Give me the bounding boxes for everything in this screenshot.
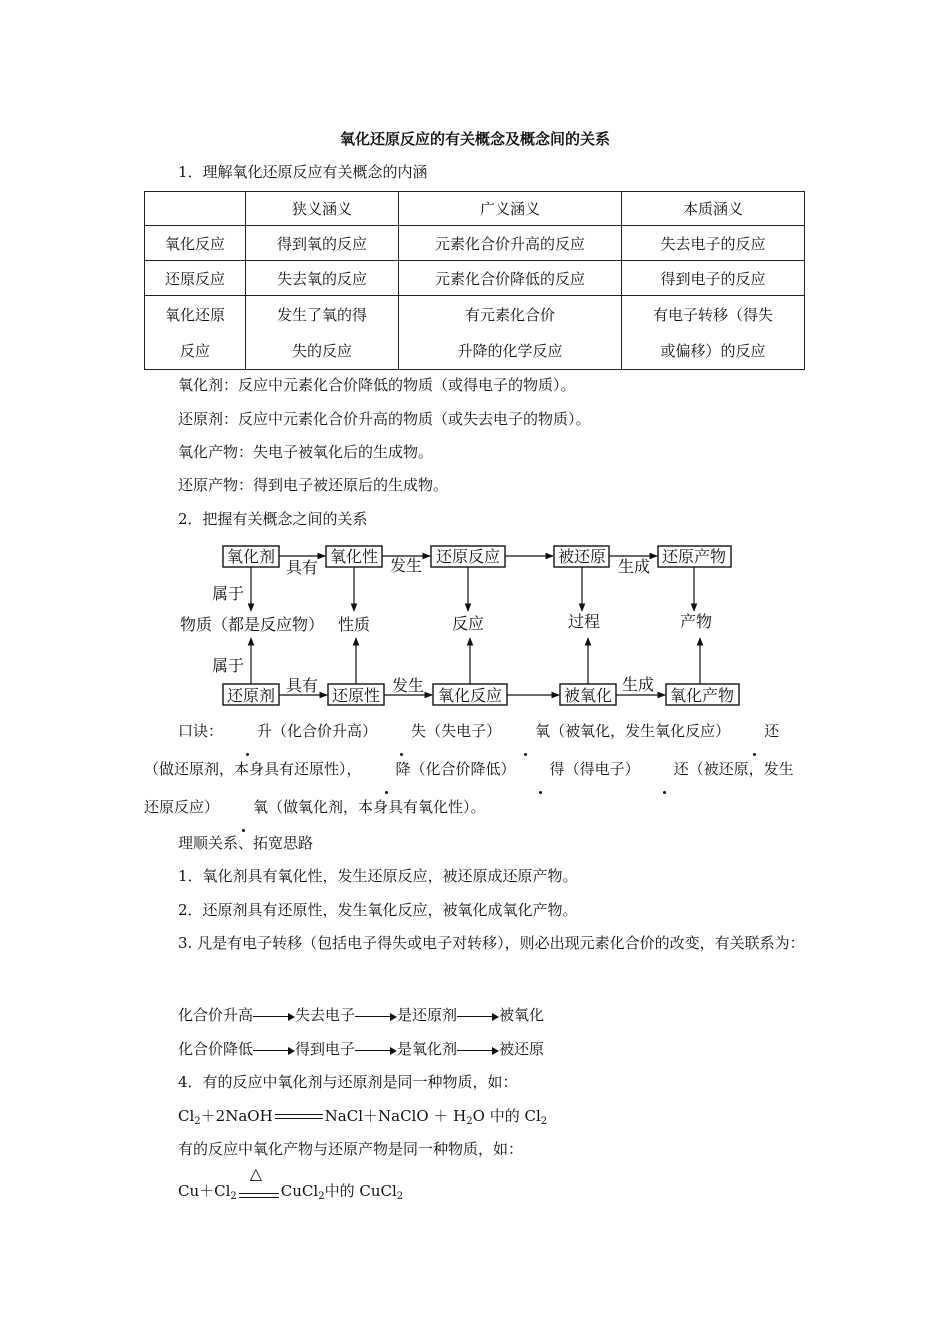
table-row: [145, 226, 805, 261]
diagram-top-box-label: 被还原: [557, 547, 607, 566]
table-cell: 失去电子的反应: [622, 226, 805, 261]
table-cell-line: 有元素化合价: [464, 305, 555, 324]
eq-text: O 中的 Cl: [472, 1107, 541, 1125]
diagram-bottom-box-label: 氧化反应: [437, 686, 503, 705]
heat-triangle-icon: △: [249, 1164, 263, 1183]
diagram-bottom-edge-label: 生成: [621, 675, 655, 694]
table-cell: [145, 296, 246, 370]
table-header-row: [145, 192, 805, 226]
diagram-middle-label: 性质: [337, 615, 371, 634]
definition-oxidation-product: 氧化产物：失电子被氧化后的生成物。: [178, 443, 434, 461]
mnemonic-text: （得电子）: [564, 760, 640, 778]
chain-step: 被还原: [499, 1040, 545, 1058]
concept-relationship-diagram: [170, 538, 770, 713]
table-cell: [399, 296, 622, 370]
mnemonic-key: 降: [362, 750, 411, 788]
section-heading-2: 2．把握有关概念之间的关系: [178, 510, 368, 528]
mnemonic-text: （做还原剂，本身具有还原性），: [144, 760, 362, 778]
table-row: [145, 261, 805, 296]
table-cell: 得到电子的反应: [622, 261, 805, 296]
diagram-middle-label: 过程: [567, 612, 601, 631]
eq-subscript: 2: [540, 1116, 548, 1127]
eq-subscript: 2: [194, 1116, 201, 1127]
mnemonic-key: 氧: [501, 712, 550, 750]
diagram-top-box-label: 还原反应: [435, 547, 501, 566]
mnemonic-text: （被氧化，发生氧化反应）: [550, 722, 731, 740]
point-1: 1．氧化剂具有氧化性，发生还原反应，被还原成还原产物。: [178, 867, 578, 885]
diagram-belongs-label: 属于: [211, 656, 245, 675]
concept-table: [144, 191, 805, 370]
diagram-bottom-box-label: 氧化产物: [669, 686, 735, 705]
table-header-cell: 广义涵义: [399, 192, 622, 226]
diagram-belongs-label: 属于: [211, 584, 245, 603]
table-cell: 得到氧的反应: [246, 226, 399, 261]
diagram-top-box-label: 还原产物: [661, 547, 727, 566]
table-cell: 还原反应: [145, 261, 246, 296]
definition-reduction-product: 还原产物：得到电子被还原后的生成物。: [178, 476, 449, 494]
chain-step: 失去电子: [295, 1006, 356, 1024]
diagram-middle-label: 反应: [451, 614, 485, 633]
point-4: 4．有的反应中氧化剂与还原剂是同一种物质，如：: [178, 1073, 518, 1091]
arrow-right-icon: [253, 1011, 295, 1021]
table-cell-line: 反应: [179, 341, 210, 360]
chain-raise: [178, 1004, 544, 1025]
diagram-top-box-label: 氧化剂: [226, 547, 276, 566]
section-heading-3: 理顺关系、拓宽思路: [178, 834, 314, 852]
mnemonic-intro: 口诀：: [178, 722, 224, 740]
table-cell: 失去氧的反应: [246, 261, 399, 296]
chain-step: 得到电子: [295, 1040, 356, 1058]
chain-step: 化合价降低: [178, 1040, 254, 1058]
heating-equals-sign: [237, 1164, 281, 1198]
eq-text: CuCl: [280, 1182, 319, 1200]
eq-subscript: 2: [230, 1191, 237, 1202]
table-cell: 氧化反应: [145, 226, 246, 261]
chain-step: 被氧化: [499, 1006, 545, 1024]
diagram-bottom-box-label: 被氧化: [563, 686, 613, 705]
point-2: 2．还原剂具有还原性，发生氧化反应，被氧化成氧化产物。: [178, 901, 578, 919]
table-cell-line: 或偏移）的反应: [660, 341, 766, 360]
mnemonic-key: 升: [223, 712, 272, 750]
chain-step: 是氧化剂: [397, 1040, 458, 1058]
eq-subscript: 2: [396, 1191, 404, 1202]
point-3: 3. 凡是有电子转移（包括电子得失或电子对转移），则必出现元素化合价的改变，有关联系为：: [178, 934, 805, 952]
table-row: [145, 296, 805, 370]
eq-subscript: 2: [466, 1116, 473, 1127]
chain-step: 是还原剂: [397, 1006, 458, 1024]
table-cell-line: 氧化还原: [164, 305, 225, 324]
table-cell: [622, 296, 805, 370]
diagram-bottom-edge-label: 发生: [391, 676, 425, 695]
table-header-cell: 狭义涵义: [246, 192, 399, 226]
diagram-top-edge-label: 具有: [285, 558, 319, 577]
diagram-middle-label: 物质（都是反应物）: [179, 615, 325, 634]
mnemonic-text: （化合价升高）: [272, 722, 378, 740]
eq-subscript: 2: [318, 1191, 325, 1202]
section-heading-1: 1．理解氧化还原反应有关概念的内涵: [178, 163, 428, 181]
diagram-top-edge-label: 发生: [389, 556, 423, 575]
diagram-top-edge-label: 生成: [617, 557, 651, 576]
eq-text: ＋2NaOH: [200, 1107, 273, 1125]
eq-text: NaCl＋NaClO ＋ H: [324, 1107, 467, 1125]
mnemonic-text: （失电子）: [426, 722, 502, 740]
table-cell: 元素化合价降低的反应: [399, 261, 622, 296]
mnemonic-key: 氧: [219, 788, 268, 826]
eq-text: Cu＋Cl: [178, 1182, 231, 1200]
table-header-cell: [145, 192, 246, 226]
equation-chlorine-naoh: [178, 1105, 547, 1127]
mnemonic-text: （化合价降低）: [410, 760, 516, 778]
table-cell-line: 升降的化学反应: [457, 341, 563, 360]
diagram-bottom-edge-label: 具有: [285, 676, 319, 695]
equals-sign-icon: [237, 1190, 281, 1202]
mnemonic-paragraph: [144, 712, 808, 826]
page-title: 氧化还原反应的有关概念及概念间的关系: [339, 130, 610, 148]
definition-reductant: 还原剂：反应中元素化合价升高的物质（或失去电子的物质）。: [178, 410, 591, 428]
mnemonic-text: （做氧化剂，本身具有氧化性）。: [268, 798, 486, 816]
table-cell-line: 失的反应: [291, 341, 352, 360]
table-header-cell: 本质涵义: [622, 192, 805, 226]
arrow-right-icon: [355, 1011, 397, 1021]
table-cell-line: 发生了氧的得: [276, 305, 367, 324]
mnemonic-key: 还: [730, 712, 779, 750]
equals-sign-icon: [273, 1111, 325, 1123]
arrow-right-icon: [457, 1011, 499, 1021]
eq-text: 中的 CuCl: [324, 1182, 397, 1200]
table-cell: 元素化合价升高的反应: [399, 226, 622, 261]
chain-step: 化合价升高: [178, 1006, 254, 1024]
table-cell-line: 有电子转移（得失: [652, 305, 773, 324]
arrow-right-icon: [253, 1045, 295, 1055]
point-5: 有的反应中氧化产物与还原产物是同一种物质，如：: [178, 1140, 524, 1158]
mnemonic-key: 还: [640, 750, 689, 788]
eq-text: Cl: [178, 1107, 195, 1125]
mnemonic-key: 失: [377, 712, 426, 750]
equation-copper-chlorine: [178, 1164, 404, 1202]
diagram-bottom-box-label: 还原性: [331, 686, 381, 705]
diagram-middle-label: 产物: [679, 612, 713, 631]
diagram-bottom-box-label: 还原剂: [226, 686, 276, 705]
arrow-right-icon: [457, 1045, 499, 1055]
definition-oxidant: 氧化剂：反应中元素化合价降低的物质（或得电子的物质）。: [178, 376, 576, 394]
chain-lower: [178, 1038, 544, 1059]
diagram-top-box-label: 氧化性: [329, 547, 379, 566]
mnemonic-key: 得: [516, 750, 565, 788]
table-cell: [246, 296, 399, 370]
arrow-right-icon: [355, 1045, 397, 1055]
mnemonic-text: （被还原，发生还原反应）: [144, 760, 794, 816]
